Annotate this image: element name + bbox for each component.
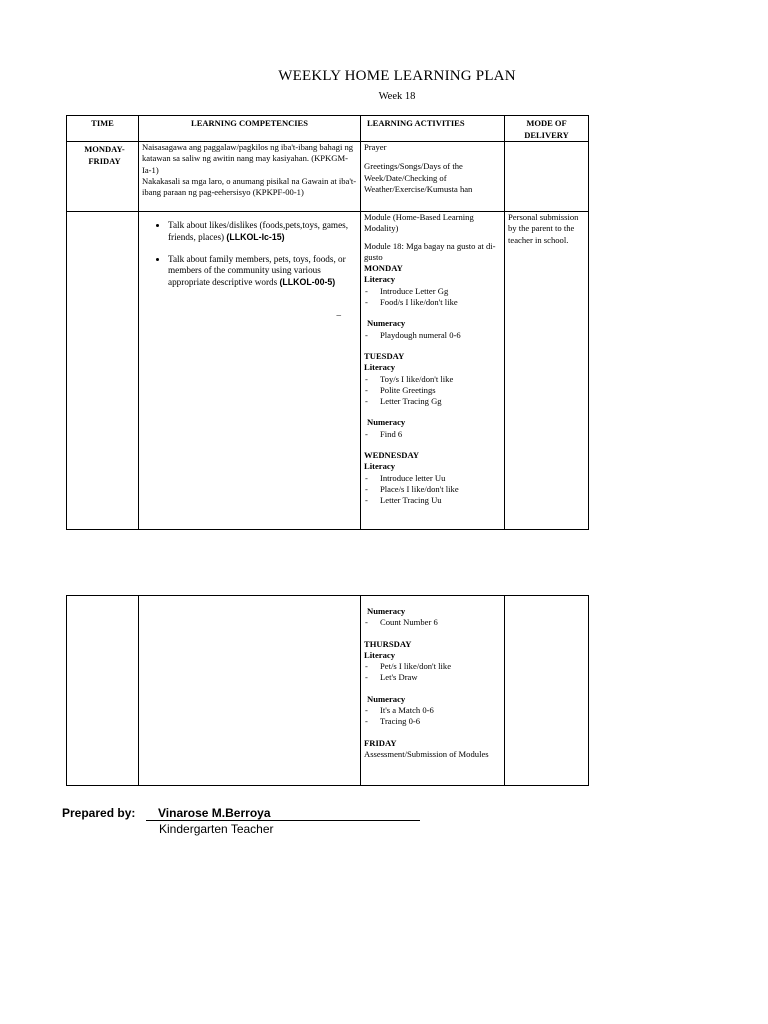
header-activities: LEARNING ACTIVITIES [361, 116, 505, 142]
list-item: - Pet/s I like/don't like [364, 661, 501, 672]
literacy-label: Literacy [364, 274, 396, 285]
module-line: Module (Home-Based Learning Modality) [364, 212, 474, 234]
time-cell [67, 596, 139, 786]
day-thursday: THURSDAY [364, 638, 412, 649]
literacy-label: Literacy [364, 461, 396, 472]
competency-code: (LLKOL-00-5) [279, 277, 336, 288]
activity-cell [361, 212, 505, 530]
list-item: - It's a Match 0-6 [364, 705, 501, 716]
prepared-by-label: Prepared by: [62, 806, 136, 820]
list-item: - Playdough numeral 0-6 [364, 330, 501, 341]
preparer-role: Kindergarten Teacher [159, 822, 274, 836]
table-row [67, 142, 589, 212]
list-item [168, 254, 357, 289]
list-item: - Tracing 0-6 [364, 716, 501, 727]
literacy-label: Literacy [364, 362, 396, 373]
list-item: - Letter Tracing Uu [364, 495, 501, 506]
competency-code: (LLKOL-Ic-15) [226, 231, 285, 242]
day-tuesday: TUESDAY [364, 350, 405, 361]
time-cell: MONDAY-FRIDAY [67, 142, 139, 212]
numeracy-label: Numeracy [367, 417, 406, 428]
competency-text: Naisasagawa ang paggalaw/pagkilos ng iba't-ibang bahagi ng katawan sa saliw ng awitin nang may kasiyahan. (KPKGM-Ia-1) Nakakasali sa mga laro, o anumang pisikal na Gawain at iba't-ibang paraan ng pag-eehersisyo (KPKPF-00-1) [142, 142, 357, 198]
numeracy-label: Numeracy [367, 318, 406, 329]
header-competencies: LEARNING COMPETENCIES [139, 116, 361, 142]
competency-item-text: Talk about likes/dislikes (foods,pets,toys, games, friends, places) [168, 220, 349, 242]
competency-cell [139, 142, 361, 212]
mode-cell [505, 142, 589, 212]
activity-prayer: Prayer [364, 142, 387, 152]
literacy-label: Literacy [364, 649, 396, 660]
list-item: - Find 6 [364, 429, 501, 440]
table-row [67, 596, 589, 786]
activity-cell [361, 142, 505, 212]
dash-mark: _ [336, 306, 341, 317]
competency-cell [139, 212, 361, 530]
list-item: - Polite Greetings [364, 385, 501, 396]
learning-plan-table [66, 115, 589, 530]
competency-cell [139, 596, 361, 786]
mode-cell [505, 596, 589, 786]
header-time: TIME [67, 116, 139, 142]
list-item: - Let's Draw [364, 672, 501, 683]
time-cell [67, 212, 139, 530]
page-title: WEEKLY HOME LEARNING PLAN [278, 68, 516, 84]
table-row [67, 212, 589, 530]
activity-cell [361, 596, 505, 786]
mode-cell: Personal submission by the parent to the teacher in school. [505, 212, 589, 530]
day-monday: MONDAY [364, 263, 403, 274]
week-label: Week 18 [378, 91, 416, 102]
day-wednesday: WEDNESDAY [364, 450, 420, 461]
list-item [168, 220, 357, 244]
preparer-name: Vinarose M.Berroya [146, 806, 420, 821]
competency-item-text: Talk about family members, pets, toys, foods, or members of the community using various appropriate descriptive words [168, 253, 346, 288]
list-item: - Introduce letter Uu [364, 473, 501, 484]
activity-greetings: Greetings/Songs/Days of the Week/Date/Checking of Weather/Exercise/Kumusta han [364, 161, 473, 194]
list-item: - Place/s I like/don't like [364, 484, 501, 495]
friday-activity: Assessment/Submission of Modules [364, 748, 489, 759]
numeracy-label: Numeracy [367, 693, 406, 704]
header-mode: MODE OF DELIVERY [505, 116, 589, 142]
module-title: Module 18: Mga bagay na gusto at di-gusto [364, 240, 496, 262]
learning-plan-table-continued [66, 595, 589, 786]
day-friday: FRIDAY [364, 737, 397, 748]
list-item: - Letter Tracing Gg [364, 396, 501, 407]
list-item: - Count Number 6 [364, 617, 501, 628]
list-item: - Toy/s I like/don't like [364, 374, 501, 385]
list-item: - Introduce Letter Gg [364, 286, 501, 297]
numeracy-label: Numeracy [367, 606, 406, 616]
competency-list [142, 220, 357, 289]
list-item: - Food/s I like/don't like [364, 297, 501, 308]
